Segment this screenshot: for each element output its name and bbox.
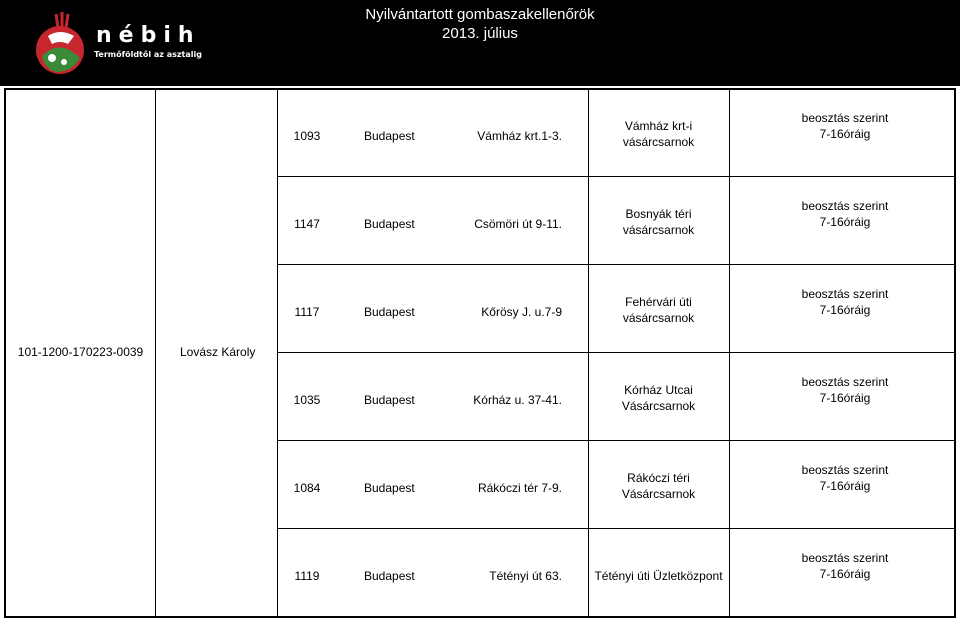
- market-name: Kórház Utcai: [624, 383, 693, 397]
- page-subtitle: 2013. július: [442, 25, 518, 42]
- logo-tagline: Termőföldtől az asztalig: [94, 50, 202, 59]
- hours-time: 7-16óráig: [819, 303, 871, 317]
- row-divider: [277, 264, 954, 265]
- logo-word: nébih: [96, 23, 201, 48]
- market-name: vásárcsarnok: [622, 223, 695, 237]
- hours-note: beosztás szerint: [801, 111, 889, 125]
- row-divider: [277, 528, 954, 529]
- market-name: vásárcsarnok: [622, 135, 695, 149]
- hours-time: 7-16óráig: [819, 127, 871, 141]
- title-block: [300, 5, 660, 43]
- city-cell: Budapest: [364, 129, 415, 143]
- row-divider: [277, 176, 954, 177]
- column-divider: [588, 90, 589, 616]
- market-name: vásárcsarnok: [622, 311, 695, 325]
- market-name: Vámház krt-i: [624, 119, 693, 133]
- address-cell: Kórház u. 37-41.: [473, 393, 562, 407]
- hours-note: beosztás szerint: [801, 463, 889, 477]
- nebih-emblem-icon: [34, 6, 94, 82]
- zip-cell: 1147: [294, 217, 320, 231]
- inspector-name: Lovász Károly: [180, 345, 256, 359]
- hours-note: beosztás szerint: [801, 199, 889, 213]
- zip-cell: 1093: [293, 129, 321, 143]
- hours-note: beosztás szerint: [801, 551, 889, 565]
- column-divider: [155, 90, 156, 616]
- city-cell: Budapest: [364, 217, 415, 231]
- zip-cell: 1084: [293, 481, 321, 495]
- market-name: Rákóczi téri: [627, 471, 690, 485]
- inspector-id: 101-1200-170223-0039: [17, 345, 144, 359]
- nebih-logo: [34, 6, 202, 82]
- market-name: Vásárcsarnok: [621, 487, 696, 501]
- page-title: Nyilvántartott gombaszakellenőrök: [365, 6, 595, 23]
- city-cell: Budapest: [364, 393, 415, 407]
- address-cell: Tétényi út 63.: [489, 569, 562, 583]
- address-cell: Kőrösy J. u.7-9: [481, 305, 562, 319]
- city-cell: Budapest: [364, 569, 415, 583]
- address-cell: Rákóczi tér 7-9.: [477, 481, 562, 495]
- address-cell: Vámház krt.1-3.: [477, 129, 562, 143]
- hours-note: beosztás szerint: [801, 375, 889, 389]
- hours-time: 7-16óráig: [819, 391, 871, 405]
- city-cell: Budapest: [364, 305, 415, 319]
- column-divider: [729, 90, 730, 616]
- zip-cell: 1119: [294, 569, 320, 583]
- zip-cell: 1035: [293, 393, 321, 407]
- zip-cell: 1117: [294, 305, 320, 319]
- hours-note: beosztás szerint: [801, 287, 889, 301]
- hours-time: 7-16óráig: [819, 567, 871, 581]
- market-name: Vásárcsarnok: [621, 399, 696, 413]
- market-name: Tétényi úti Üzletközpont: [594, 569, 723, 583]
- inspector-table: [4, 88, 956, 618]
- market-name: Fehérvári úti: [625, 295, 692, 309]
- page-header: [0, 0, 960, 86]
- city-cell: Budapest: [364, 481, 415, 495]
- address-cell: Csömöri út 9-11.: [474, 217, 562, 231]
- row-divider: [277, 440, 954, 441]
- hours-time: 7-16óráig: [819, 479, 871, 493]
- row-divider: [277, 352, 954, 353]
- hours-time: 7-16óráig: [819, 215, 871, 229]
- column-divider: [277, 90, 278, 616]
- market-name: Bosnyák téri: [625, 207, 692, 221]
